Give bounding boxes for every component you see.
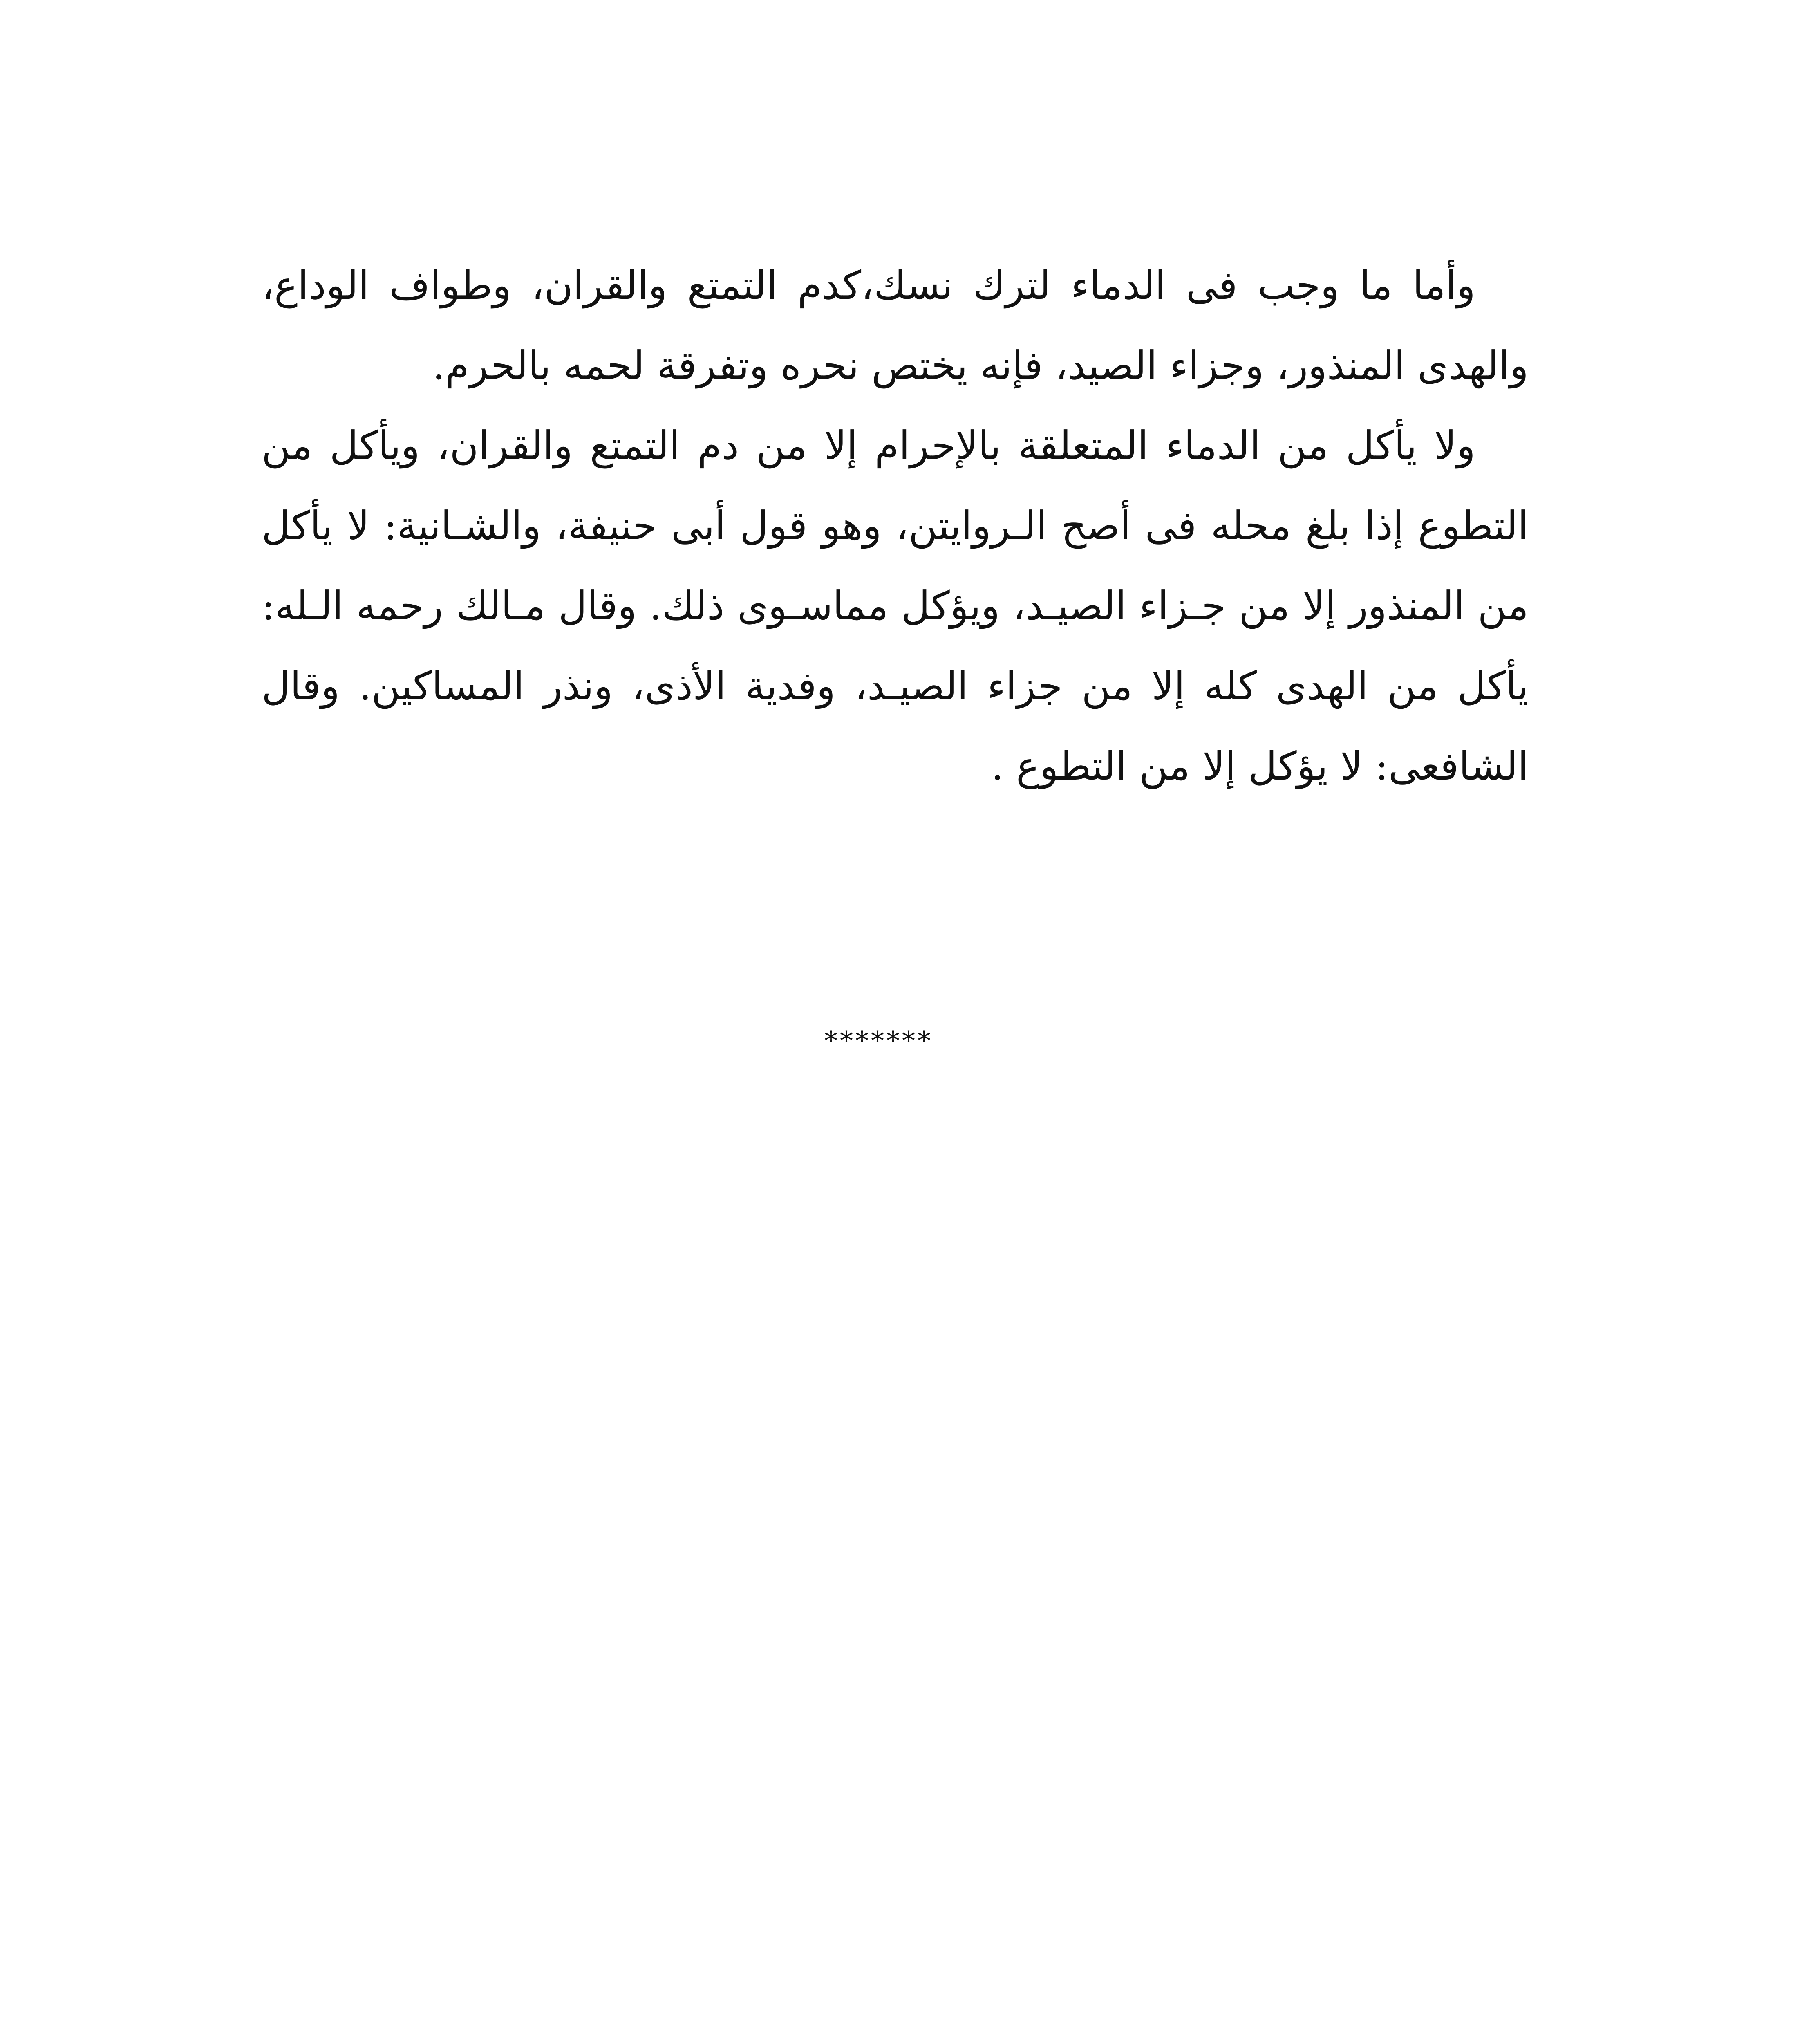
- body-text: [262, 245, 1529, 806]
- section-separator: *******: [824, 1026, 933, 1056]
- paragraph-1: وأما ما وجب فى الدماء لترك نسك،كدم التمتع والقران، وطواف الوداع، والهدى المنذور، وجزاء الصيد، فإنه يختص نحره وتفرقة لحمه بالحرم.: [262, 262, 1529, 388]
- paragraph-2: ولا يأكل من الدماء المتعلقة بالإحرام إلا من دم التمتع والقران، ويأكل من التطوع إذا بلغ محله فى أصح الـروايتن، وهو قول أبى حنيفة، والشـانية: لا يأكل من المنذور إلا من جـزاء الصيـد، ويؤكل مماسـوى ذلك. وقال مـالك رحمه الـله: يأكل من الهدى كله إلا من جزاء الصيـد، وفدية الأذى، ونذر المساكين. وقال الشافعى: لا يؤكل إلا من التطوع .: [262, 423, 1529, 789]
